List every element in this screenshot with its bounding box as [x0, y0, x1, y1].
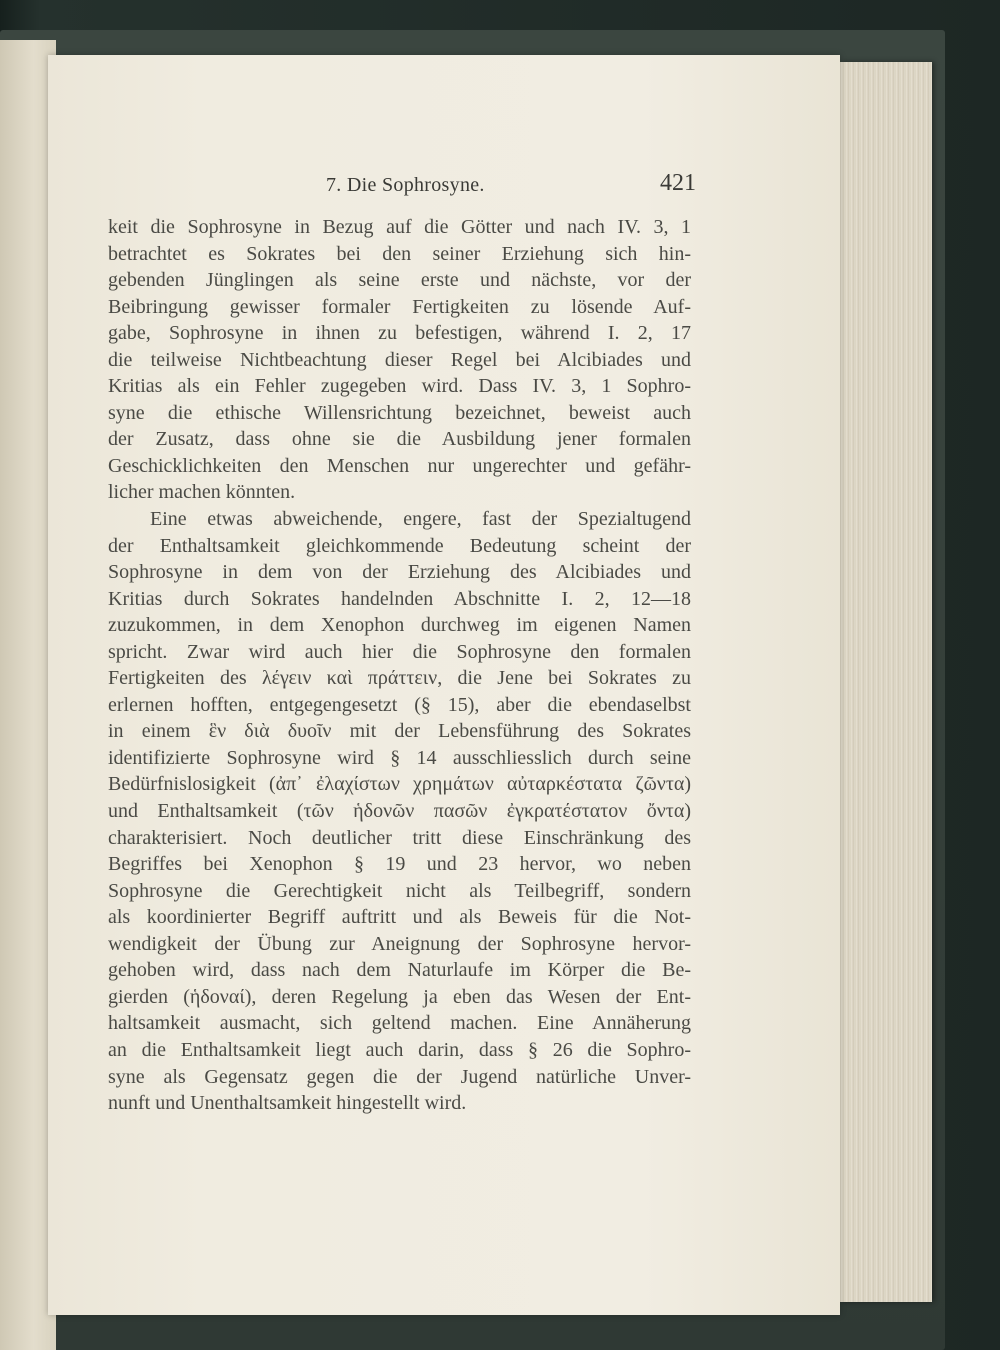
- text-line: als koordinierter Begriff auftritt und als Beweis für die Not-: [108, 906, 691, 929]
- text-line: Geschicklichkeiten den Menschen nur ungerechter und gefähr-: [108, 454, 691, 477]
- text-line: an die Enthaltsamkeit liegt auch darin, dass § 26 die Sophro-: [108, 1038, 691, 1061]
- text-line: syne die ethische Willensrichtung bezeichnet, beweist auch: [108, 401, 691, 424]
- text-line: der Enthaltsamkeit gleichkommende Bedeutung scheint der: [108, 534, 691, 557]
- text-line: keit die Sophrosyne in Bezug auf die Götter und nach IV. 3, 1: [108, 216, 691, 238]
- text-line: gehoben wird, dass nach dem Naturlaufe im Körper die Be-: [108, 959, 691, 982]
- text-line: zuzukommen, in dem Xenophon durchweg im eigenen Namen: [108, 614, 691, 637]
- text-line: in einem ἓν διὰ δυοῖν mit der Lebensführung des Sokrates: [108, 720, 691, 743]
- text-line: haltsamkeit ausmacht, sich geltend machen. Eine Annäherung: [108, 1012, 691, 1035]
- text-line: identifizierte Sophrosyne wird § 14 ausschliesslich durch seine: [108, 746, 691, 769]
- text-line: und Enthaltsamkeit (τῶν ἡδονῶν πασῶν ἐγκρατέστατον ὄντα): [108, 800, 691, 823]
- page-header: [108, 168, 698, 204]
- text-line: Fertigkeiten des λέγειν καὶ πράττειν, die Jene bei Sokrates zu: [108, 667, 691, 690]
- text-line: syne als Gegensatz gegen die der Jugend natürliche Unver-: [108, 1065, 691, 1088]
- text-line: nunft und Unenthaltsamkeit hingestellt wird.: [108, 1092, 467, 1115]
- page-block-edges: [840, 62, 932, 1302]
- text-line: Begriffes bei Xenophon § 19 und 23 hervor, wo neben: [108, 853, 691, 876]
- paragraph-1: [108, 214, 691, 506]
- paragraph-2: [108, 506, 691, 1117]
- body-text: [108, 214, 691, 1117]
- text-line: der Zusatz, dass ohne sie die Ausbildung jener formalen: [108, 428, 691, 451]
- text-line: betrachtet es Sokrates bei den seiner Erziehung sich hin-: [108, 242, 691, 265]
- text-line: Kritias als ein Fehler zugegeben wird. Dass IV. 3, 1 Sophro-: [108, 375, 691, 398]
- text-line: Eine etwas abweichende, engere, fast der Spezialtugend: [150, 508, 691, 531]
- text-line: gierden (ἡδοναί), deren Regelung ja eben das Wesen der Ent-: [108, 985, 691, 1008]
- text-line: gabe, Sophrosyne in ihnen zu befestigen, während I. 2, 17: [108, 322, 691, 345]
- text-line: die teilweise Nichtbeachtung dieser Regel bei Alcibiades und: [108, 348, 691, 371]
- text-line: licher machen könnten.: [108, 481, 296, 504]
- page-number: 421: [660, 170, 696, 196]
- text-line: Sophrosyne in dem von der Erziehung des Alcibiades und: [108, 561, 691, 584]
- text-line: wendigkeit der Übung zur Aneignung der Sophrosyne hervor-: [108, 932, 691, 955]
- text-line: charakterisiert. Noch deutlicher tritt diese Einschränkung des: [108, 826, 691, 849]
- text-line: Bedürfnislosigkeit (ἀπ᾽ ἐλαχίστων χρημάτων αὐταρκέστατα ζῶντα): [108, 773, 691, 796]
- text-line: Kritias durch Sokrates handelnden Abschnitte I. 2, 12—18: [108, 587, 691, 610]
- running-title: 7. Die Sophrosyne.: [326, 174, 485, 196]
- text-line: spricht. Zwar wird auch hier die Sophrosyne den formalen: [108, 640, 691, 663]
- text-line: Sophrosyne die Gerechtigkeit nicht als Teilbegriff, sondern: [108, 879, 691, 902]
- text-line: Beibringung gewisser formaler Fertigkeiten zu lösende Auf-: [108, 295, 691, 318]
- text-line: gebenden Jünglingen als seine erste und nächste, vor der: [108, 269, 691, 292]
- text-line: erlernen hofften, entgegengesetzt (§ 15), aber die ebendaselbst: [108, 693, 691, 716]
